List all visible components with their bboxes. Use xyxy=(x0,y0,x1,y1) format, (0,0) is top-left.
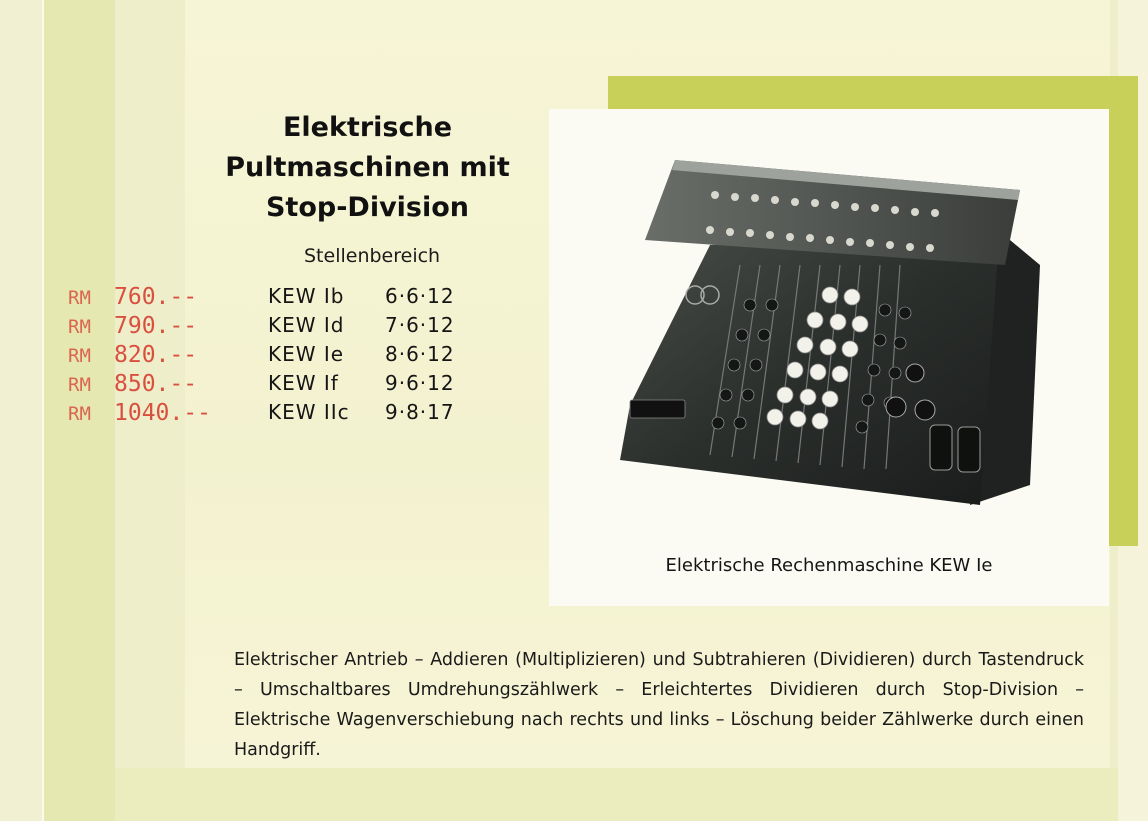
brand-nameplate xyxy=(630,400,685,418)
price-currency: RM xyxy=(68,403,91,425)
control-knob xyxy=(906,364,924,382)
model-name: KEW If xyxy=(268,371,339,395)
digit-range: 6·6·12 xyxy=(385,284,455,308)
price-stamps xyxy=(68,284,211,429)
table-row xyxy=(268,400,495,429)
model-name: KEW Id xyxy=(268,313,345,337)
table-row xyxy=(268,371,495,400)
control-key-right xyxy=(958,427,980,472)
model-name: KEW Ie xyxy=(268,342,345,366)
price-currency: RM xyxy=(68,316,91,338)
digit-range: 9·6·12 xyxy=(385,371,455,395)
title-line-1: Elektrische xyxy=(282,112,453,143)
price-amount: 760.-- xyxy=(114,284,198,310)
left-page-edge xyxy=(0,0,42,821)
title-line-2: Pultmaschinen mit xyxy=(225,152,510,183)
column-header: Stellenbereich xyxy=(304,245,441,267)
digit-range: 7·6·12 xyxy=(385,313,455,337)
table-row xyxy=(268,284,495,313)
table-row xyxy=(268,313,495,342)
page-fold-line xyxy=(42,0,44,821)
digit-range: 8·6·12 xyxy=(385,342,455,366)
price-stamp xyxy=(68,400,211,429)
bottom-band xyxy=(115,768,1148,821)
function-key-left xyxy=(886,397,906,417)
digit-range: 9·8·17 xyxy=(385,400,455,424)
title-line-3: Stop-Division xyxy=(265,192,470,223)
price-currency: RM xyxy=(68,287,91,309)
price-stamp xyxy=(68,284,211,313)
price-amount: 790.-- xyxy=(114,313,198,339)
price-amount: 820.-- xyxy=(114,342,198,368)
price-amount: 850.-- xyxy=(114,371,198,397)
feature-description: Elektrischer Antrieb – Addieren (Multiplizieren) und Subtrahieren (Dividieren) durch Tastendruck – Umschaltbares Umdrehungszählwerk – Erleichtertes Dividieren durch Stop-Division – Elektrische Wagenverschiebung nach rechts und links – Löschung beider Zählwerke durch einen Handgriff. xyxy=(234,650,1084,760)
price-stamp xyxy=(68,371,211,400)
price-currency: RM xyxy=(68,374,91,396)
function-key-right xyxy=(915,400,935,420)
photo-caption: Elektrische Rechenmaschine KEW Ie xyxy=(665,555,993,576)
model-table xyxy=(268,284,495,429)
price-amount: 1040.-- xyxy=(114,400,211,426)
model-name: KEW IIc xyxy=(268,400,350,424)
table-row xyxy=(268,342,495,371)
control-key-left xyxy=(930,425,952,470)
calculating-machine-photo xyxy=(600,155,1050,525)
price-currency: RM xyxy=(68,345,91,367)
price-stamp xyxy=(68,313,211,342)
price-stamp xyxy=(68,342,211,371)
page-title xyxy=(200,108,535,228)
model-name: KEW Ib xyxy=(268,284,345,308)
